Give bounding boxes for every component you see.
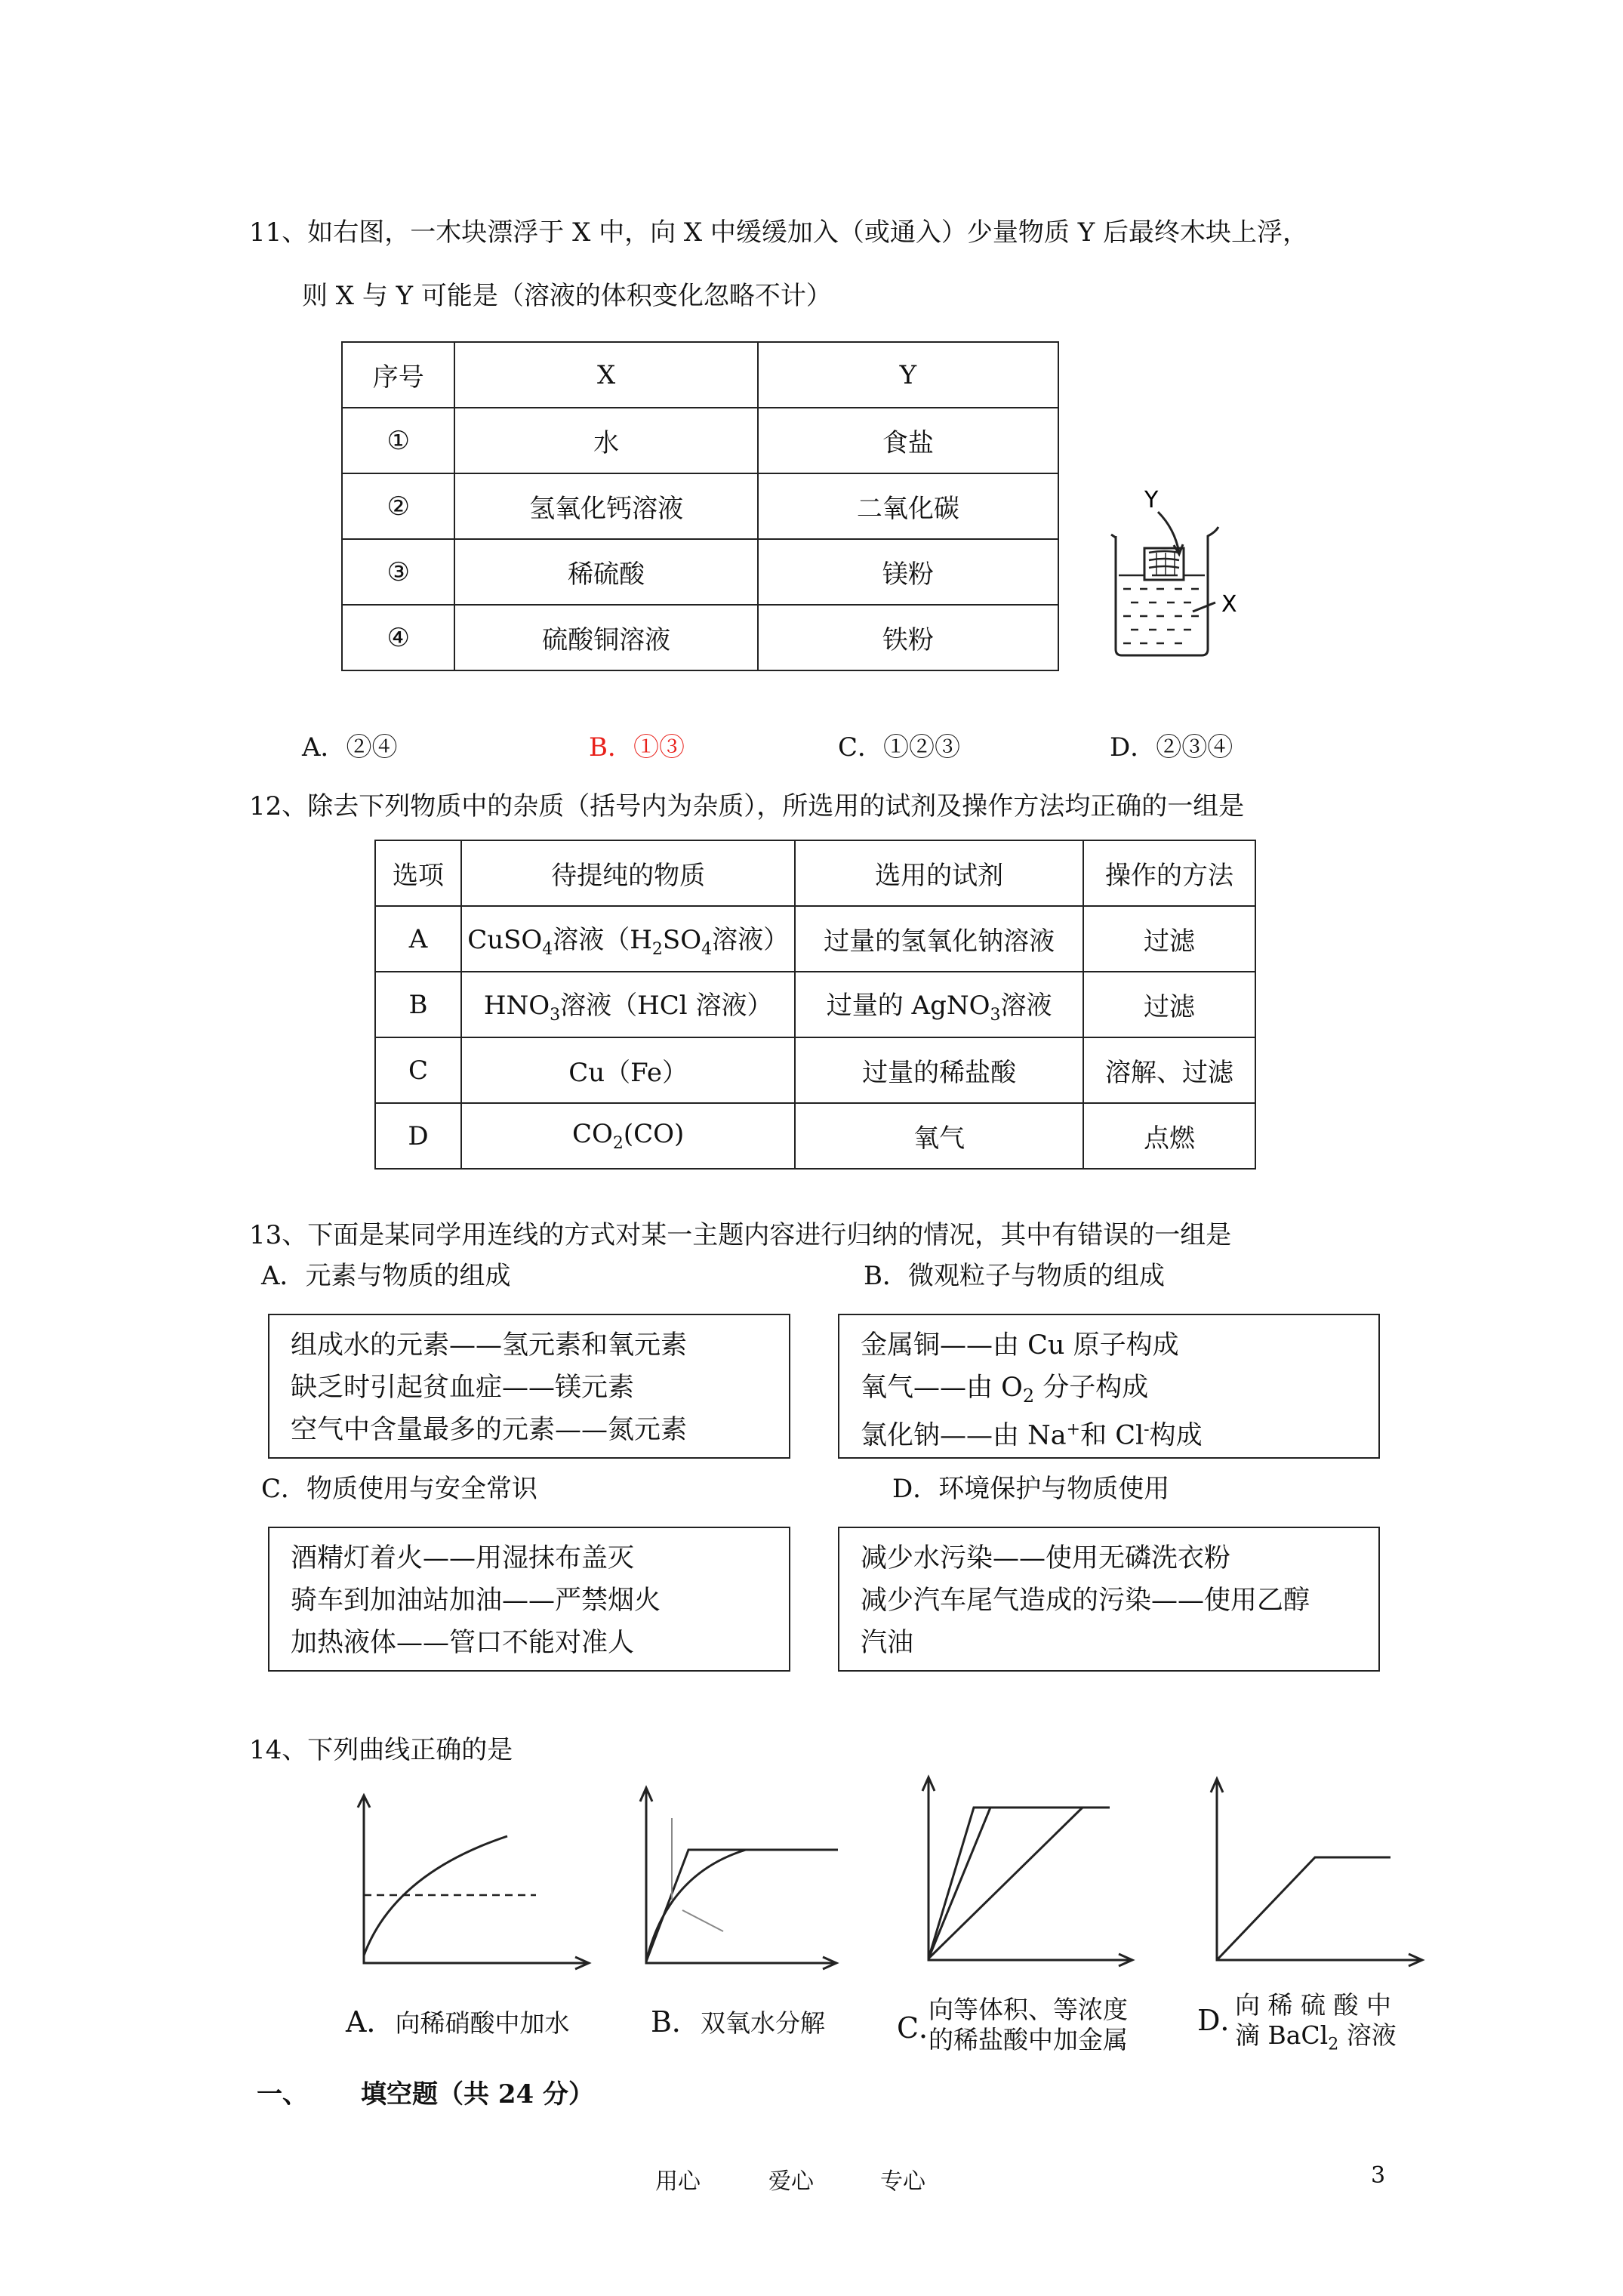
footer-motto-1: 用心 (655, 2168, 701, 2195)
q11-header-y: Y (758, 342, 1058, 408)
curve-chart-c (912, 1773, 1153, 1969)
footer-motto-3: 专心 (880, 2168, 925, 2195)
figure-label-x: X (1221, 591, 1237, 618)
chart-b-caption: B．双氧水分解 (651, 2005, 825, 2039)
figure-label-y: Y (1144, 487, 1159, 513)
table-row: C Cu（Fe） 过量的稀盐酸 溶解、过滤 (375, 1037, 1255, 1103)
footer-motto-2: 爱心 (768, 2168, 814, 2195)
q11-header-x: X (454, 342, 757, 408)
chart-c-caption: C． 向等体积、等浓度 的稀盐酸中加金属 (897, 1995, 1128, 2054)
q12-header-substance: 待提纯的物质 (461, 840, 795, 906)
table-row: ② 氢氧化钙溶液 二氧化碳 (342, 473, 1058, 539)
q11-option-d: D．②③④ (1110, 732, 1233, 763)
curve-chart-a (349, 1791, 605, 1972)
q14-title: 14、下列曲线正确的是 (249, 1735, 513, 1765)
curve-chart-d (1200, 1774, 1434, 1971)
q12-title: 12、除去下列物质中的杂质（括号内为杂质），所选用的试剂及操作方法均正确的一组是 (249, 791, 1245, 821)
q11-option-a: A．②④ (302, 732, 398, 763)
q12-table (374, 840, 1256, 1170)
beaker-figure (1102, 487, 1268, 664)
q13-title: 13、下面是某同学用连线的方式对某一主题内容进行归纳的情况，其中有错误的一组是 (249, 1220, 1232, 1250)
page-number: 3 (1371, 2162, 1386, 2189)
q12-header-option: 选项 (375, 840, 461, 906)
q11-table (341, 341, 1059, 671)
q11-option-c: C．①②③ (838, 732, 961, 763)
section-title: 填空题（共 24 分） (361, 2079, 594, 2110)
q11-header-index: 序号 (342, 342, 454, 408)
q13-box-c: 酒精灯着火——用湿抹布盖灭 骑车到加油站加油——严禁烟火 加热液体——管口不能对准人 (268, 1527, 790, 1672)
table-row: ④ 硫酸铜溶液 铁粉 (342, 605, 1058, 670)
q11-line2: 则 X 与 Y 可能是（溶液的体积变化忽略不计） (302, 281, 832, 311)
q13-d-heading: D．环境保护与物质使用 (892, 1474, 1170, 1504)
q11-option-b: B．①③ (589, 732, 685, 763)
q13-c-heading: C．物质使用与安全常识 (261, 1474, 538, 1504)
table-row: ③ 稀硫酸 镁粉 (342, 539, 1058, 605)
table-row: D $CO_2(CO)$ 氧气 点燃 (375, 1103, 1255, 1169)
q13-b-heading: B．微观粒子与物质的组成 (864, 1261, 1165, 1291)
q13-a-heading: A．元素与物质的组成 (261, 1261, 511, 1291)
table-row: B $HNO_3$溶液（HCl 溶液） 过量的 AgNO$_3$溶液 过滤 (375, 972, 1255, 1037)
q13-box-b: 金属铜——由 Cu 原子构成 氧气——由 $O_2$ 分子构成 氯化钠——由 Na+和 Cl-构成 (838, 1314, 1380, 1459)
q12-header-method: 操作的方法 (1083, 840, 1255, 906)
section-number: 一、 (257, 2079, 308, 2110)
q13-box-a: 组成水的元素——氢元素和氧元素 缺乏时引起贫血症——镁元素 空气中含量最多的元素——氮元素 (268, 1314, 790, 1459)
chart-d-caption: D． 向 稀 硫 酸 中 滴 BaCl$_2$ 溶液 (1197, 1990, 1397, 2054)
table-row: ① 水 食盐 (342, 408, 1058, 473)
q13-box-d: 减少水污染——使用无磷洗衣粉 减少汽车尾气造成的污染——使用乙醇 汽油 (838, 1527, 1380, 1672)
chart-a-caption: A．向稀硝酸中加水 (346, 2005, 570, 2039)
table-row: A CuSO$_4$溶液（$H_2SO_4$溶液） 过量的氢氧化钠溶液 过滤 (375, 906, 1255, 972)
curve-chart-b (630, 1783, 856, 1972)
q11-line1: 11、如右图，一木块漂浮于 X 中，向 X 中缓缓加入（或通入）少量物质 Y 后最终木块上浮， (249, 217, 1308, 248)
q12-header-reagent: 选用的试剂 (795, 840, 1083, 906)
